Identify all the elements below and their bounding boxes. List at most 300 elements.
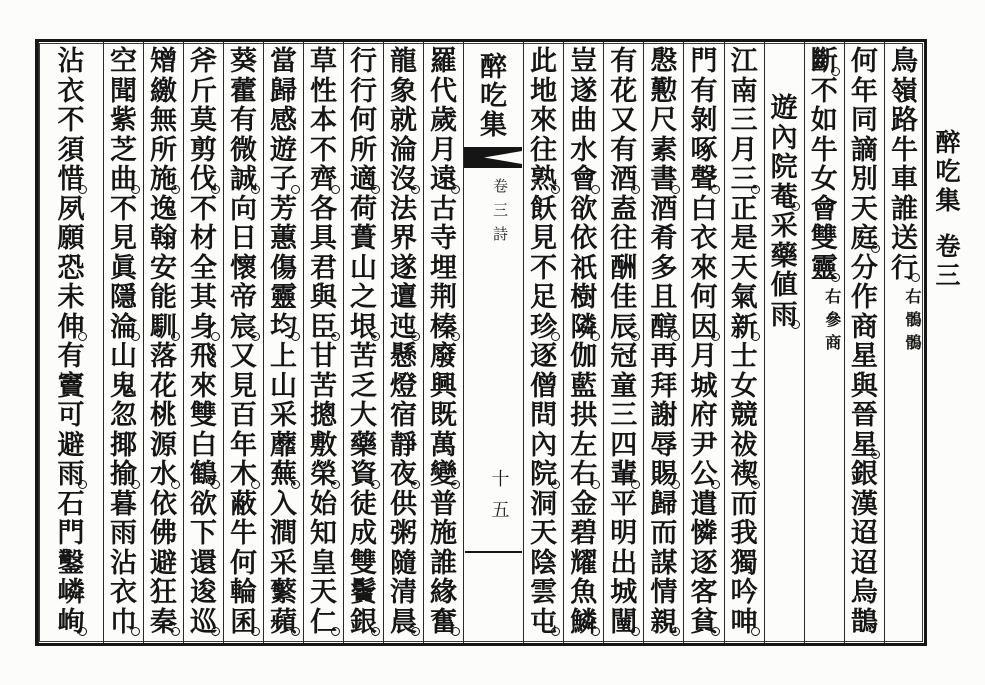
glyph: 揄 [110,459,137,490]
glyph: 牛 [230,518,257,549]
glyph: 內 [530,429,558,461]
glyph: 不 [57,105,85,136]
glyph: 巾 [110,606,137,638]
glyph: 何 [850,46,878,77]
glyph: 左 [570,429,598,461]
fold-section-label [471,174,530,246]
glyph: 酒 [650,193,678,225]
glyph: 避 [150,547,177,579]
glyph: 行 [350,46,377,77]
glyph: 之 [350,282,377,313]
glyph: 遣 [690,488,718,520]
text-column-r6 [683,42,723,643]
glyph: 吟 [730,577,758,608]
glyph: 有 [57,341,85,372]
glyph: 蘼 [270,429,297,461]
glyph: 天 [730,252,758,284]
glyph: 山 [270,370,297,402]
glyph: 鶴 [190,459,217,490]
poem-label-note [824,285,842,354]
column-text [849,47,879,637]
glyph: 斷 [810,46,838,77]
glyph: 能 [150,282,177,313]
glyph: 空 [110,46,137,77]
glyph: 行 [350,75,377,107]
glyph: 須 [57,134,85,166]
glyph: 寺 [430,223,457,254]
glyph: 可 [57,400,85,431]
glyph: 江 [730,46,758,77]
glyph: 嶙 [57,577,85,608]
glyph: 此 [530,46,558,77]
glyph: 慇 [650,46,678,77]
glyph: 甘 [310,341,337,372]
glyph: 與 [850,370,878,402]
glyph: 狂 [150,577,177,608]
glyph: 尹 [690,429,718,461]
glyph: 肴 [650,223,678,254]
glyph: 五 [491,500,510,521]
glyph: 右 [570,459,598,490]
glyph: 右 [905,287,922,306]
glyph: 三 [730,164,758,195]
column-text [649,47,679,637]
glyph: 代 [430,75,457,107]
glyph: 古 [430,193,457,225]
glyph: 車 [890,164,918,195]
glyph: 祇 [570,252,598,284]
glyph: 而 [730,488,758,520]
glyph: 値 [770,270,798,301]
glyph: 傷 [270,252,297,284]
glyph: 送 [890,223,918,254]
glyph: 變 [430,459,457,490]
spacer [934,215,962,232]
glyph: 惜 [57,164,85,195]
glyph: 辱 [650,429,678,461]
glyph: 與 [310,282,337,313]
glyph: 親 [650,606,678,638]
glyph: 誰 [890,193,918,225]
glyph: 魚 [570,577,598,608]
glyph: 水 [570,134,598,166]
glyph: 剪 [190,134,217,166]
poem-title-column [764,42,804,643]
glyph: 鶻 [905,310,922,329]
text-column-l7 [183,42,223,643]
text-column-l10 [38,42,103,643]
glyph: 夙 [57,193,85,225]
glyph: 藿 [230,75,257,107]
glyph: 逐 [690,547,718,579]
text-column-l1 [423,42,463,643]
glyph: 忽 [110,400,137,431]
glyph: 憐 [690,518,718,549]
glyph: 具 [310,223,337,254]
glyph: 采 [270,547,297,579]
glyph: 靈 [810,252,838,284]
glyph: 雨 [57,459,85,490]
glyph: 大 [350,400,377,431]
glyph: 卷 [935,232,961,261]
glyph: 是 [730,223,758,254]
glyph: 見 [230,370,257,402]
glyph: 宸 [230,311,257,343]
glyph: 賜 [650,459,678,490]
glyph: 徒 [350,488,377,520]
running-title [934,128,962,290]
glyph: 何 [690,282,718,313]
glyph: 競 [730,400,758,431]
glyph: 花 [610,75,638,107]
glyph: 十 [491,469,510,490]
glyph: 始 [310,488,337,520]
glyph: 歸 [270,75,297,107]
glyph: 漢 [850,488,878,520]
glyph: 淪 [390,134,417,166]
glyph: 因 [690,311,718,343]
text-column-r7 [643,42,683,643]
glyph: 往 [530,134,558,166]
glyph: 會 [810,193,838,225]
glyph: 謀 [650,547,678,579]
glyph: 翰 [150,223,177,254]
text-column-l6 [223,42,263,643]
glyph: 鑿 [57,547,85,579]
glyph: 鱗 [570,606,598,638]
glyph: 遊 [770,93,798,124]
glyph: 謝 [650,400,678,431]
glyph: 藍 [570,370,598,402]
glyph: 衣 [110,577,137,608]
glyph: 客 [690,577,718,608]
glyph: 月 [690,341,718,372]
glyph: 欲 [570,193,598,225]
glyph: 施 [150,164,177,195]
glyph: 星 [850,341,878,372]
glyph: 來 [690,252,718,284]
page-fold-column [463,42,523,643]
glyph: 恐 [57,252,85,284]
text-column-r3 [804,42,844,643]
glyph: 曲 [570,105,598,136]
glyph: 鵲 [850,606,878,638]
glyph: 羅 [430,46,457,77]
glyph: 避 [57,429,85,461]
glyph: 僧 [530,370,558,402]
glyph: 落 [150,341,177,372]
glyph: 矰 [150,46,177,77]
glyph: 內 [770,122,798,154]
glyph: 酒 [610,164,638,195]
glyph: 緣 [430,577,457,608]
glyph: 邅 [390,282,417,313]
glyph: 輪 [230,577,257,608]
glyph: 正 [730,193,758,225]
glyph: 衣 [690,223,718,254]
glyph: 伽 [570,341,598,372]
glyph: 法 [390,193,417,225]
glyph: 天 [530,518,558,549]
glyph: 巡 [190,606,217,638]
glyph: 謫 [850,134,878,166]
glyph: 童 [610,370,638,402]
glyph: 輩 [610,459,638,490]
glyph: 來 [190,370,217,402]
glyph: 皇 [310,547,337,579]
glyph: 飛 [190,341,217,372]
glyph: 素 [650,134,678,166]
glyph: 有 [690,75,718,107]
glyph: 懷 [230,252,257,284]
glyph: 當 [270,46,297,77]
glyph: 未 [57,282,85,313]
glyph: 雲 [530,577,558,608]
glyph: 白 [190,429,217,461]
glyph: 女 [810,164,838,195]
glyph: 帝 [230,282,257,313]
glyph: 歲 [430,105,457,136]
glyph: 水 [150,459,177,490]
glyph: 龍 [390,46,417,77]
glyph: 又 [610,105,638,136]
glyph: 酬 [610,252,638,284]
glyph: 誰 [430,547,457,579]
glyph: 竇 [57,370,85,402]
glyph: 且 [650,282,678,313]
glyph: 祓 [730,429,758,461]
column-text [429,47,459,637]
glyph: 莫 [190,105,217,136]
glyph: 不 [810,75,838,107]
glyph: 醉 [935,128,961,157]
glyph: 石 [57,488,85,520]
glyph: 懃 [650,75,678,107]
glyph: 遂 [570,75,598,107]
glyph: 采 [770,211,798,242]
glyph: 啄 [690,134,718,166]
glyph: 問 [530,400,558,431]
glyph: 門 [57,518,85,549]
glyph: 集 [480,110,507,141]
glyph: 逸 [150,193,177,225]
column-text [889,47,919,283]
glyph: 年 [230,429,257,461]
glyph: 地 [530,75,558,107]
glyph: 同 [850,105,878,136]
glyph: 天 [310,577,337,608]
glyph: 何 [230,547,257,579]
glyph: 不 [110,193,137,225]
glyph: 粥 [390,518,417,549]
glyph: 門 [690,46,718,77]
glyph: 靈 [270,282,297,313]
glyph: 院 [770,152,798,183]
glyph: 會 [570,164,598,195]
glyph: 府 [690,400,718,431]
glyph: 貧 [690,606,718,638]
glyph: 白 [690,193,718,225]
glyph: 榮 [310,459,337,490]
glyph: 新 [730,311,758,343]
glyph: 百 [230,400,257,431]
glyph: 嶺 [890,75,918,107]
glyph: 銀 [350,606,377,638]
text-column-l9 [103,42,143,643]
glyph: 懸 [390,341,417,372]
fish-tail-mark [464,147,522,168]
glyph: 再 [650,341,678,372]
glyph: 采 [270,400,297,431]
glyph: 屯 [530,606,558,638]
glyph: 路 [890,105,918,136]
glyph: 集 [935,186,961,215]
column-text [689,47,719,637]
glyph: 子 [270,164,297,195]
glyph: 乏 [350,370,377,402]
glyph: 而 [650,518,678,549]
glyph: 願 [57,223,85,254]
column-text [389,47,419,637]
glyph: 樹 [570,282,598,313]
glyph: 雙 [350,547,377,579]
glyph: 城 [610,577,638,608]
glyph: 士 [730,341,758,372]
glyph: 沒 [390,164,417,195]
page-number [471,464,530,526]
glyph: 吃 [480,81,507,112]
glyph: 月 [430,134,457,166]
glyph: 靜 [390,429,417,461]
glyph: 金 [570,488,598,520]
glyph: 歸 [650,488,678,520]
glyph: 馴 [150,311,177,343]
glyph: 行 [890,252,918,284]
glyph: 參 [825,310,842,329]
glyph: 繳 [150,75,177,107]
glyph: 菴 [770,181,798,213]
glyph: 依 [150,488,177,520]
glyph: 晉 [850,400,878,431]
glyph: 迢 [850,518,878,549]
glyph: 右 [825,287,842,306]
glyph: 全 [190,252,217,284]
glyph: 平 [610,488,638,520]
glyph: 曲 [110,164,137,195]
glyph: 暮 [110,488,137,520]
glyph: 鳥 [890,46,918,77]
glyph: 清 [390,577,417,608]
glyph: 峋 [57,606,85,638]
page-frame [35,39,927,646]
glyph: 鬼 [110,370,137,402]
glyph: 珍 [530,311,558,343]
text-column-r8 [603,42,643,643]
glyph: 見 [530,223,558,254]
glyph: 伐 [190,164,217,195]
glyph: 冠 [610,341,638,372]
glyph: 雨 [110,518,137,549]
glyph: 伸 [57,311,85,343]
glyph: 牛 [890,134,918,166]
glyph: 吃 [935,157,961,186]
glyph: 有 [610,46,638,77]
column-text [529,47,559,637]
glyph: 雨 [770,299,798,331]
glyph: 隱 [110,282,137,313]
glyph: 蕢 [350,223,377,254]
glyph: 向 [230,193,257,225]
glyph: 隨 [390,547,417,579]
glyph: 銀 [850,459,878,490]
glyph: 聲 [690,164,718,195]
glyph: 來 [530,105,558,136]
glyph: 垠 [350,311,377,343]
glyph: 南 [730,75,758,107]
glyph: 施 [430,518,457,549]
glyph: 我 [730,518,758,549]
glyph: 埋 [430,252,457,284]
glyph: 三 [492,201,508,219]
glyph: 有 [610,134,638,166]
glyph: 入 [270,488,297,520]
glyph: 苦 [350,341,377,372]
glyph: 上 [270,341,297,372]
glyph: 蘋 [270,606,297,638]
glyph: 澗 [270,518,297,549]
glyph: 佳 [610,282,638,313]
glyph: 適 [350,164,377,195]
glyph: 宿 [390,400,417,431]
glyph: 象 [390,75,417,107]
glyph: 年 [850,75,878,107]
glyph: 桃 [150,400,177,431]
glyph: 月 [730,134,758,166]
column-text [609,47,639,637]
glyph: 遂 [390,252,417,284]
glyph: 洞 [530,488,558,520]
glyph: 感 [270,105,297,136]
glyph: 耀 [570,547,598,579]
glyph: 廢 [430,341,457,372]
glyph: 蔽 [230,488,257,520]
right-page [523,42,924,643]
glyph: 拱 [570,400,598,431]
glyph: 何 [350,105,377,136]
glyph: 別 [850,164,878,195]
glyph: 眞 [110,252,137,284]
glyph: 三 [610,400,638,431]
glyph: 牛 [810,134,838,166]
glyph: 出 [610,547,638,579]
glyph: 天 [850,193,878,225]
glyph: 性 [310,75,337,107]
column-text [309,47,339,637]
glyph: 紫 [110,105,137,136]
glyph: 鬢 [350,577,377,608]
glyph: 資 [350,459,377,490]
text-column-r2 [844,42,884,643]
column-text [56,47,86,637]
glyph: 燈 [390,370,417,402]
glyph: 源 [150,429,177,461]
glyph: 葵 [230,46,257,77]
glyph: 聞 [110,75,137,107]
glyph: 芳 [270,193,297,225]
glyph: 醇 [650,311,678,343]
glyph: 供 [390,488,417,520]
glyph: 斤 [190,75,217,107]
